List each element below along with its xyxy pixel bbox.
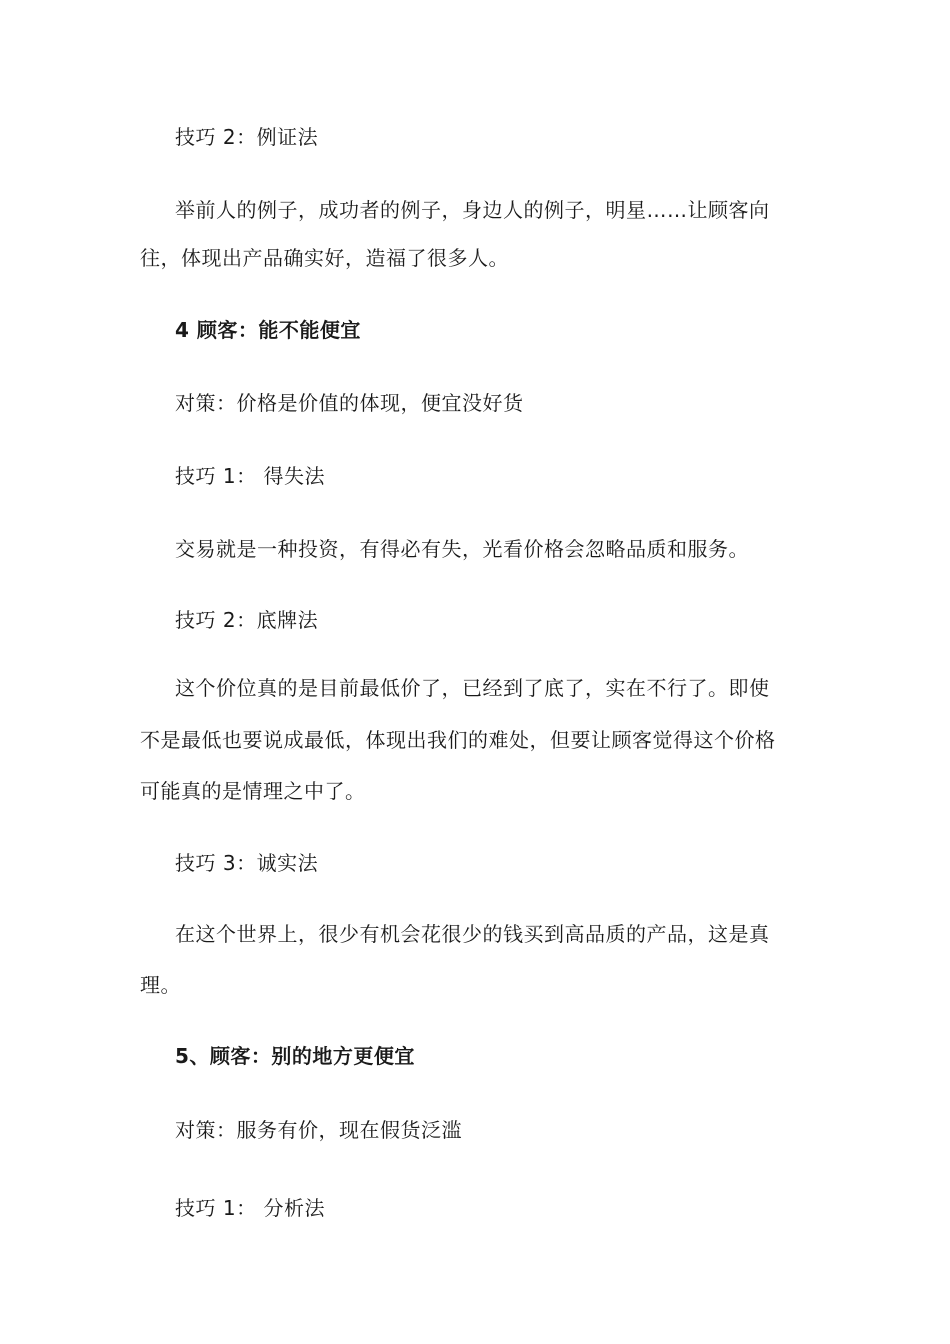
strategy-line: 对策：服务有价，现在假货泛滥 [175, 1118, 462, 1142]
paragraph-line: 往，体现出产品确实好，造福了很多人。 [140, 246, 509, 270]
paragraph-line: 理。 [140, 973, 181, 997]
tip-heading: 技巧 1： 分析法 [175, 1196, 325, 1220]
section-heading: 4 顾客：能不能便宜 [175, 318, 361, 342]
paragraph-line: 交易就是一种投资，有得必有失，光看价格会忽略品质和服务。 [175, 537, 749, 561]
tip-heading: 技巧 3：诚实法 [175, 851, 319, 875]
paragraph-line: 在这个世界上，很少有机会花很少的钱买到高品质的产品，这是真 [175, 922, 770, 946]
paragraph-line: 这个价位真的是目前最低价了，已经到了底了，实在不行了。即使 [175, 676, 770, 700]
strategy-line: 对策：价格是价值的体现，便宜没好货 [175, 391, 524, 415]
tip-heading: 技巧 2：例证法 [175, 125, 319, 149]
paragraph-line: 举前人的例子，成功者的例子，身边人的例子，明星……让顾客向 [175, 198, 770, 222]
section-heading: 5、顾客：别的地方更便宜 [175, 1044, 415, 1068]
paragraph-line: 不是最低也要说成最低，体现出我们的难处，但要让顾客觉得这个价格 [140, 728, 776, 752]
paragraph-line: 可能真的是情理之中了。 [140, 779, 366, 803]
tip-heading: 技巧 2：底牌法 [175, 608, 319, 632]
tip-heading: 技巧 1： 得失法 [175, 464, 325, 488]
